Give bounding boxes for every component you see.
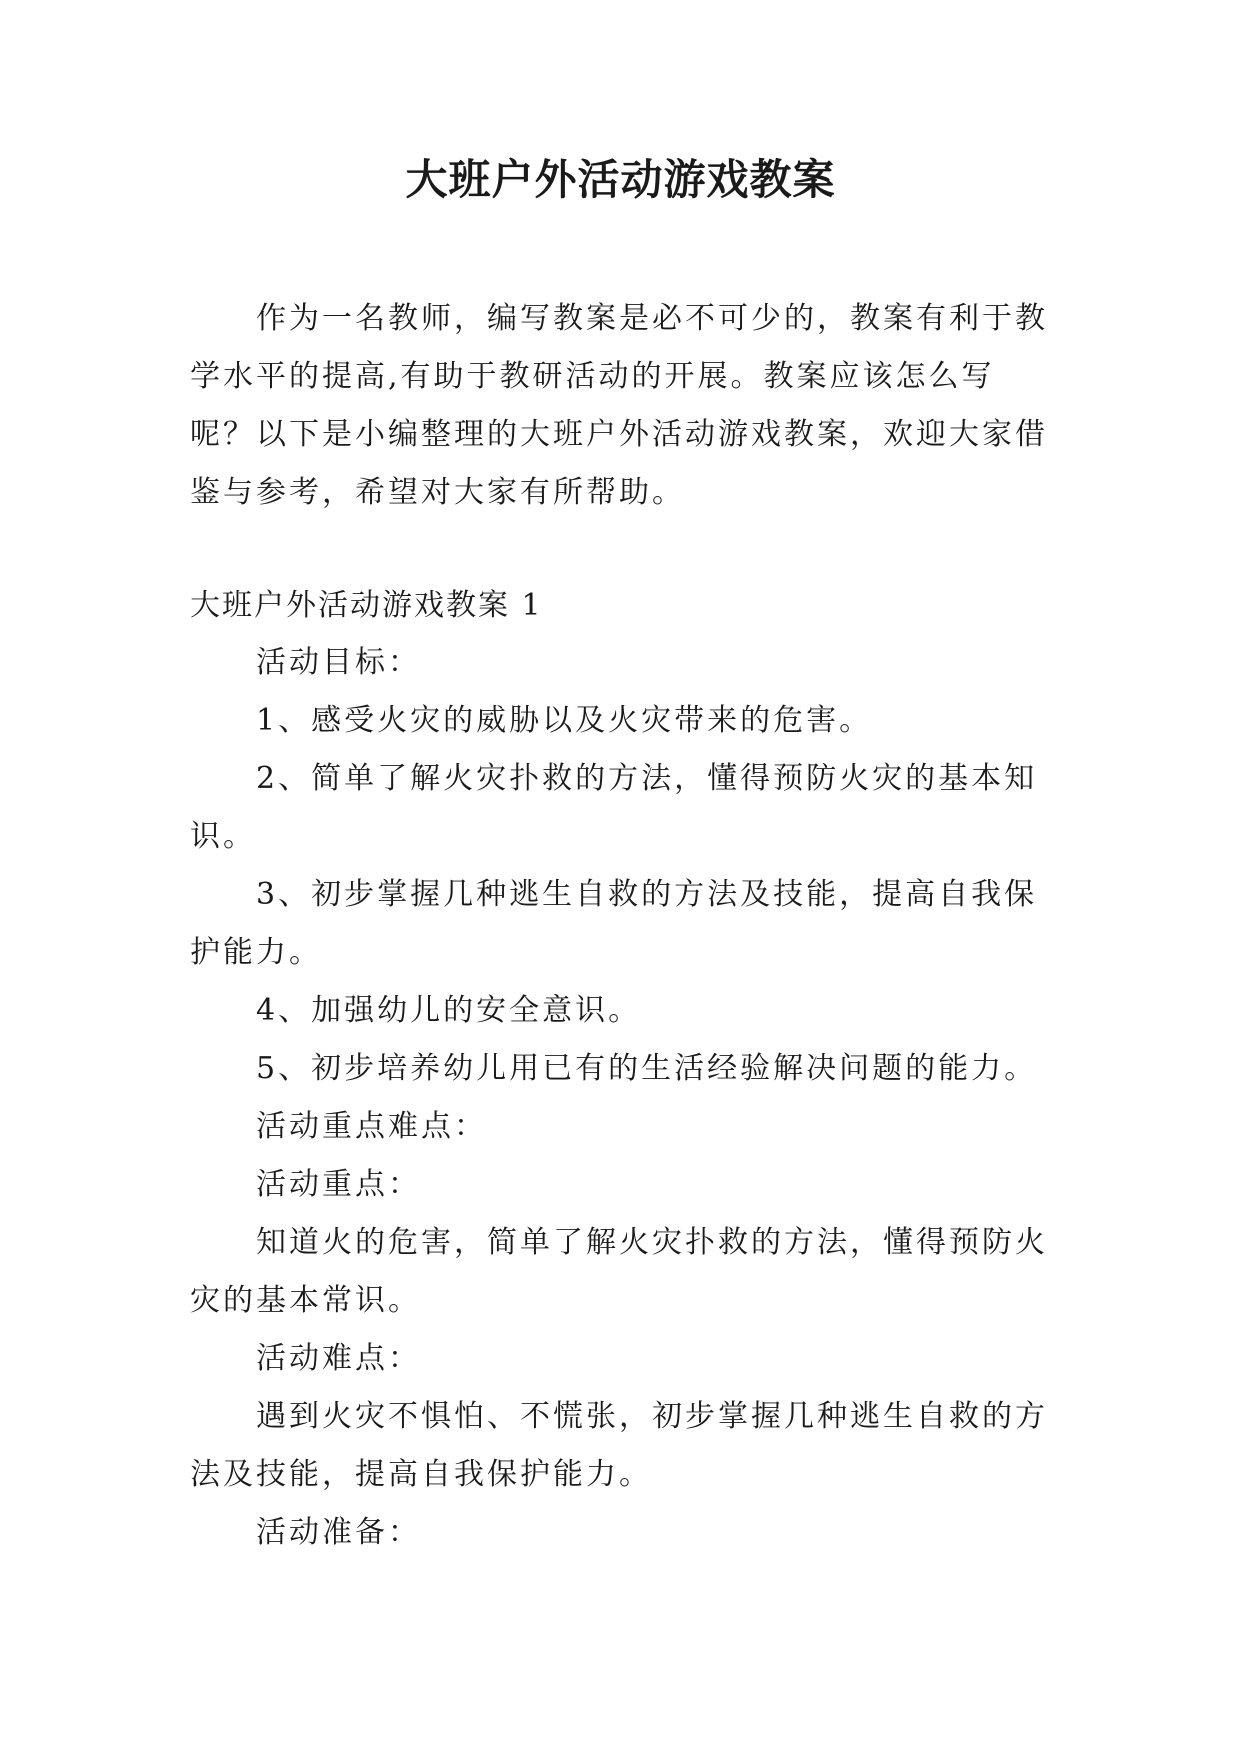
paragraph-goal-2: 2、简单了解火灾扑救的方法，懂得预防火灾的基本知识。	[190, 761, 1038, 854]
paragraph-focus-text: 知道火的危害，简单了解火灾扑救的方法，懂得预防火灾的基本常识。	[190, 1225, 1048, 1318]
paragraph-key-points-heading: 活动重点难点：	[256, 1109, 487, 1144]
paragraph-goal-4: 4、加强幼儿的安全意识。	[256, 993, 642, 1028]
paragraph-focus-heading: 活动重点：	[256, 1167, 421, 1202]
section-content	[190, 634, 1052, 1562]
paragraph-preparation-heading: 活动准备：	[256, 1515, 421, 1550]
paragraph-goals-heading: 活动目标：	[256, 645, 421, 680]
paragraph-goal-5: 5、初步培养幼儿用已有的生活经验解决问题的能力。	[256, 1051, 1038, 1086]
paragraph-difficulty-text: 遇到火灾不惧怕、不慌张，初步掌握几种逃生自救的方法及技能，提高自我保护能力。	[190, 1399, 1048, 1492]
paragraph-goal-1: 1、感受火灾的威胁以及火灾带来的危害。	[256, 703, 873, 738]
paragraph-difficulty-heading: 活动难点：	[256, 1341, 421, 1376]
document-title: 大班户外活动游戏教案	[405, 155, 836, 204]
section-heading: 大班户外活动游戏教案 1	[190, 588, 543, 623]
intro-paragraph: 作为一名教师，编写教案是必不可少的，教案有利于教学水平的提高,有助于教研活动的开展。教案应该怎么写呢？以下是小编整理的大班户外活动游戏教案，欢迎大家借鉴与参考，希望对大家有所帮助。	[190, 301, 1048, 510]
paragraph-goal-3: 3、初步掌握几种逃生自救的方法及技能，提高自我保护能力。	[190, 877, 1038, 970]
